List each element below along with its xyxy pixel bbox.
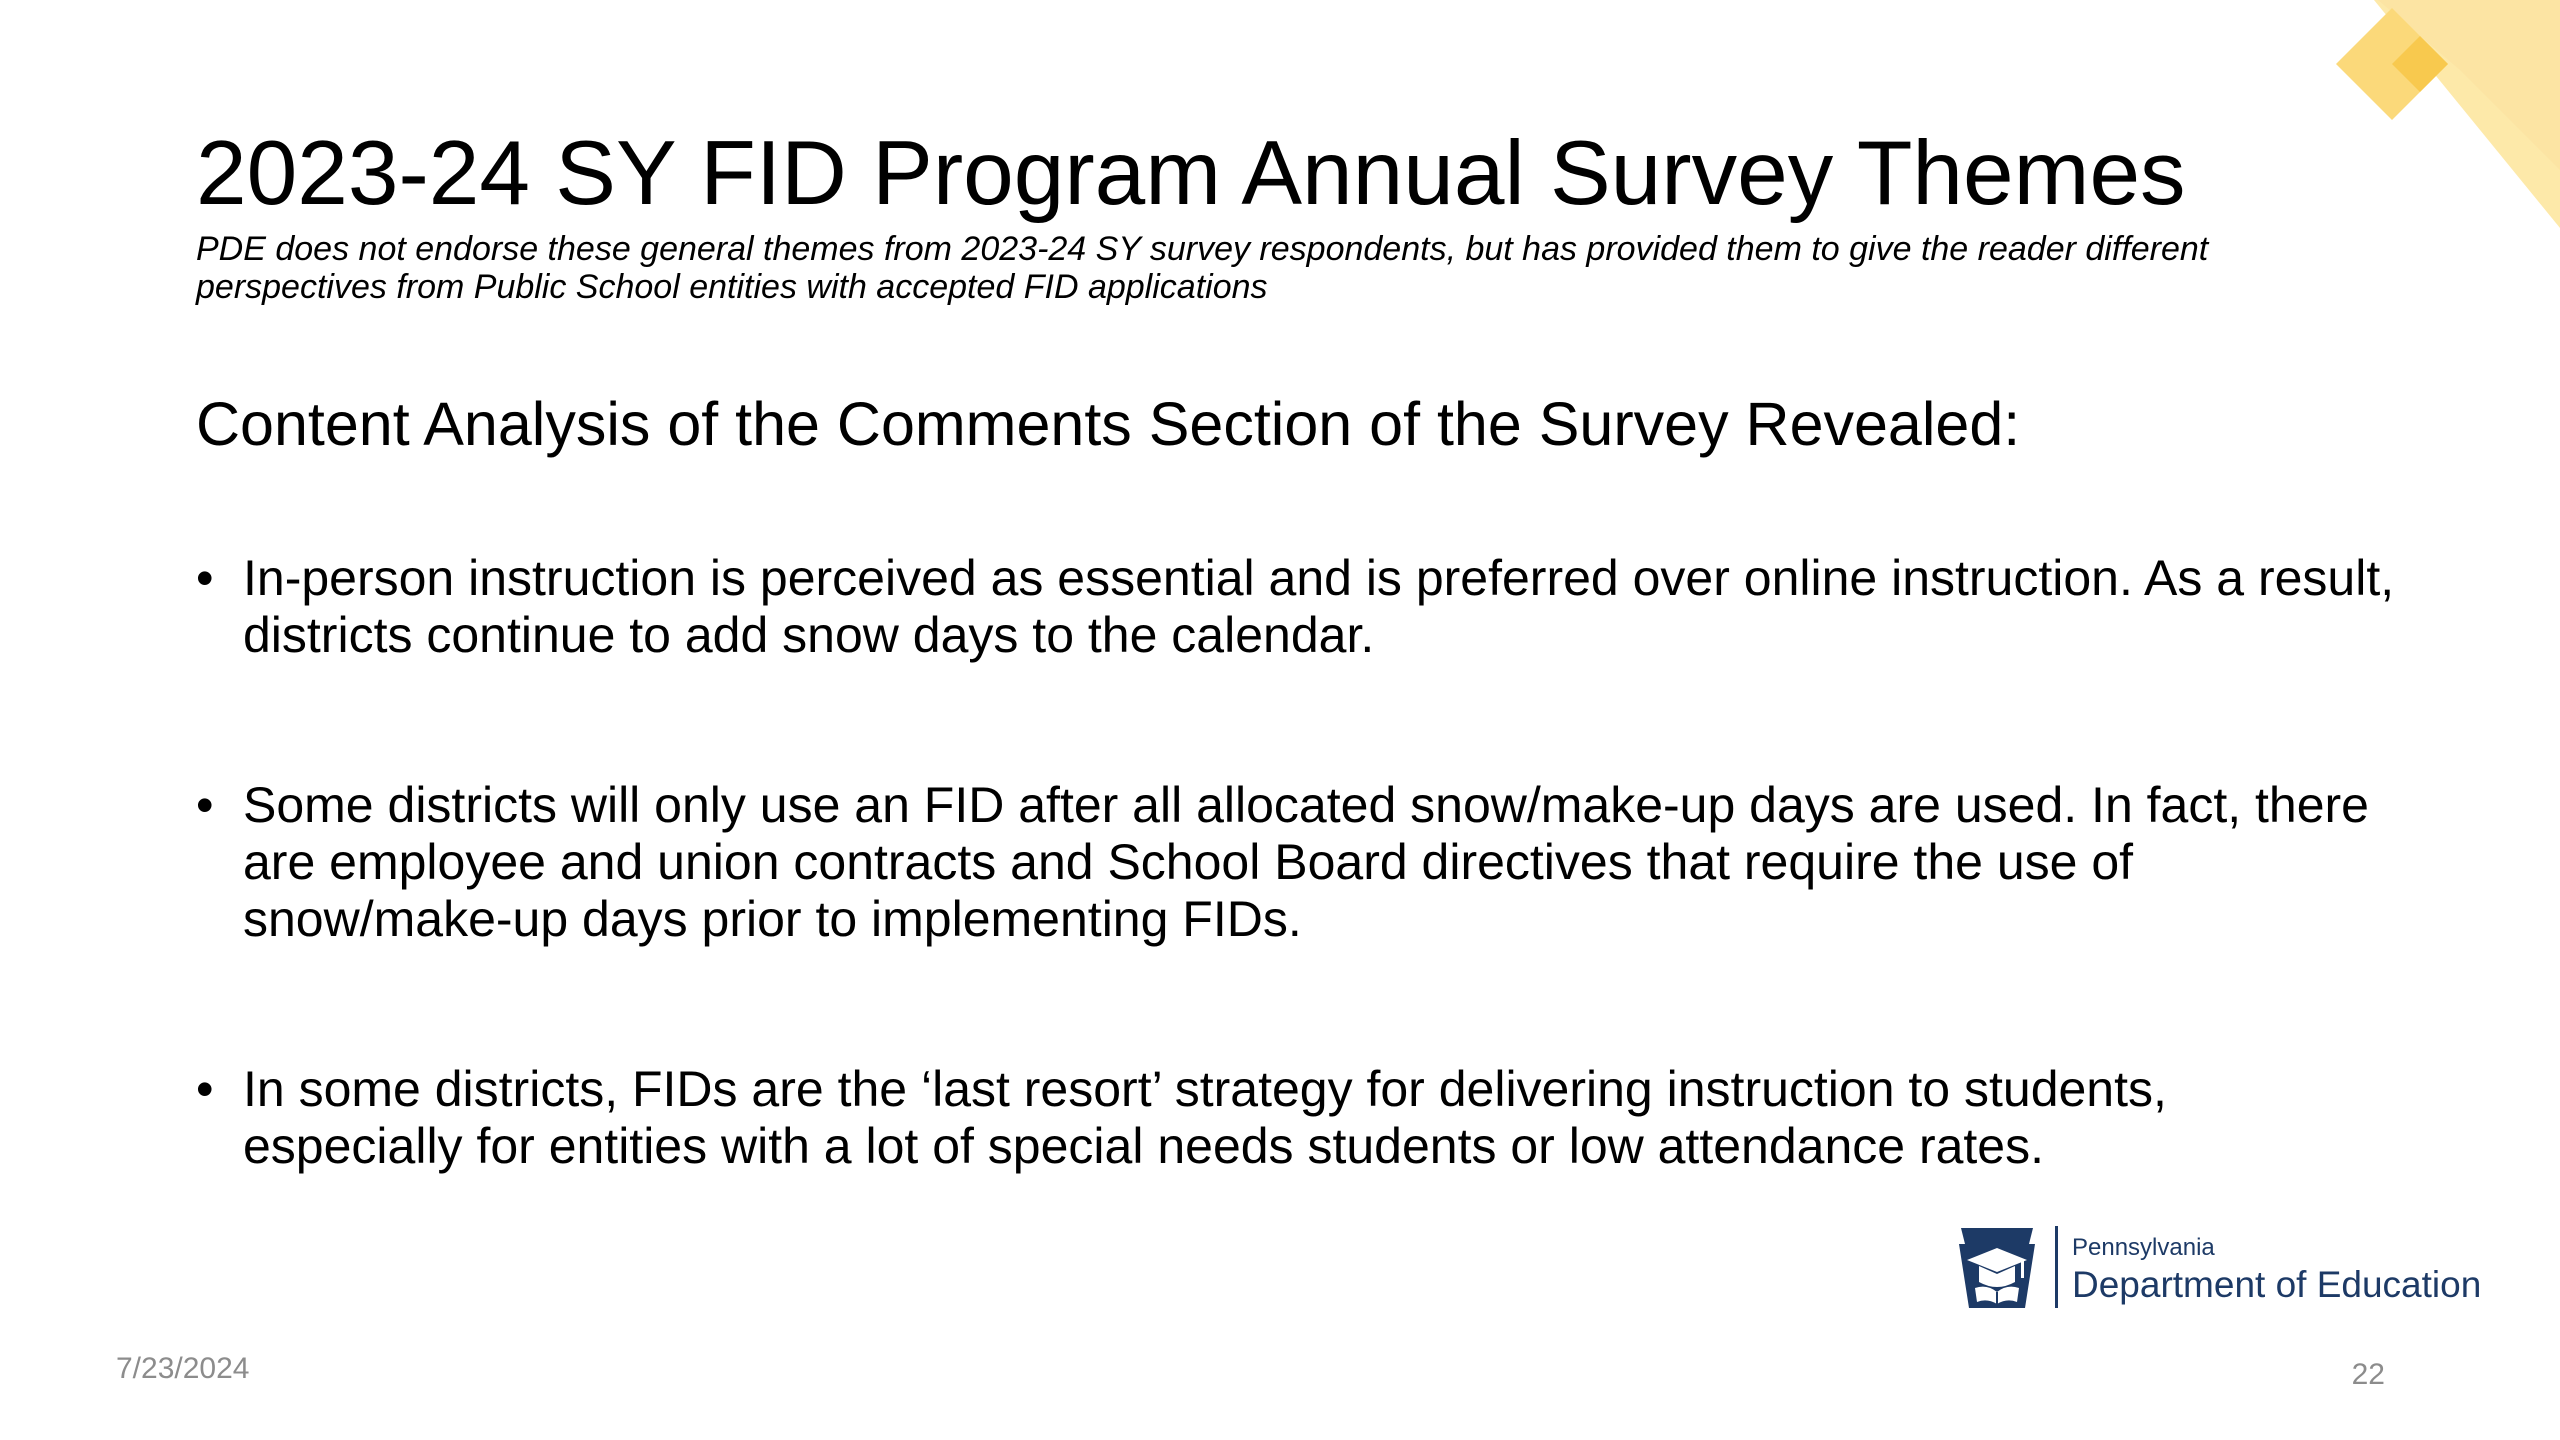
bullet-marker: •	[196, 777, 214, 833]
slide-subtitle: PDE does not endorse these general themes from 2023-24 SY survey respondents, but has provided them to give the reader different perspectives from Public School entities with accepted FID applications	[196, 230, 2209, 306]
bullet-list	[196, 550, 2396, 1288]
bullet-marker: •	[196, 1061, 214, 1117]
keystone-graduation-cap-icon	[1955, 1222, 2039, 1312]
slide-title: 2023-24 SY FID Program Annual Survey Themes	[196, 123, 2186, 224]
bullet-item	[196, 777, 2396, 948]
logo-state-name: Pennsylvania	[2072, 1234, 2215, 1261]
section-heading: Content Analysis of the Comments Section of the Survey Revealed:	[196, 390, 2021, 458]
bullet-item	[196, 1061, 2396, 1175]
logo-divider	[2055, 1226, 2058, 1308]
bullet-text: In some districts, FIDs are the ‘last resort’ strategy for delivering instruction to students, especially for entities with a lot of special needs students or low attendance rates.	[243, 1061, 2167, 1174]
bullet-item	[196, 550, 2396, 664]
bullet-text: In-person instruction is perceived as essential and is preferred over online instruction. As a result, districts continue to add snow days to the calendar.	[243, 550, 2395, 663]
footer-date: 7/23/2024	[116, 1352, 250, 1385]
logo-department-name: Department of Education	[2072, 1264, 2482, 1305]
page-number: 22	[2351, 1358, 2385, 1391]
bullet-text: Some districts will only use an FID after all allocated snow/make-up days are used. In fact, there are employee and union contracts and School Board directives that require the use of snow/make-up days prior to implementing FIDs.	[243, 777, 2369, 947]
bullet-marker: •	[196, 550, 214, 606]
pde-logo	[1955, 1222, 2482, 1314]
